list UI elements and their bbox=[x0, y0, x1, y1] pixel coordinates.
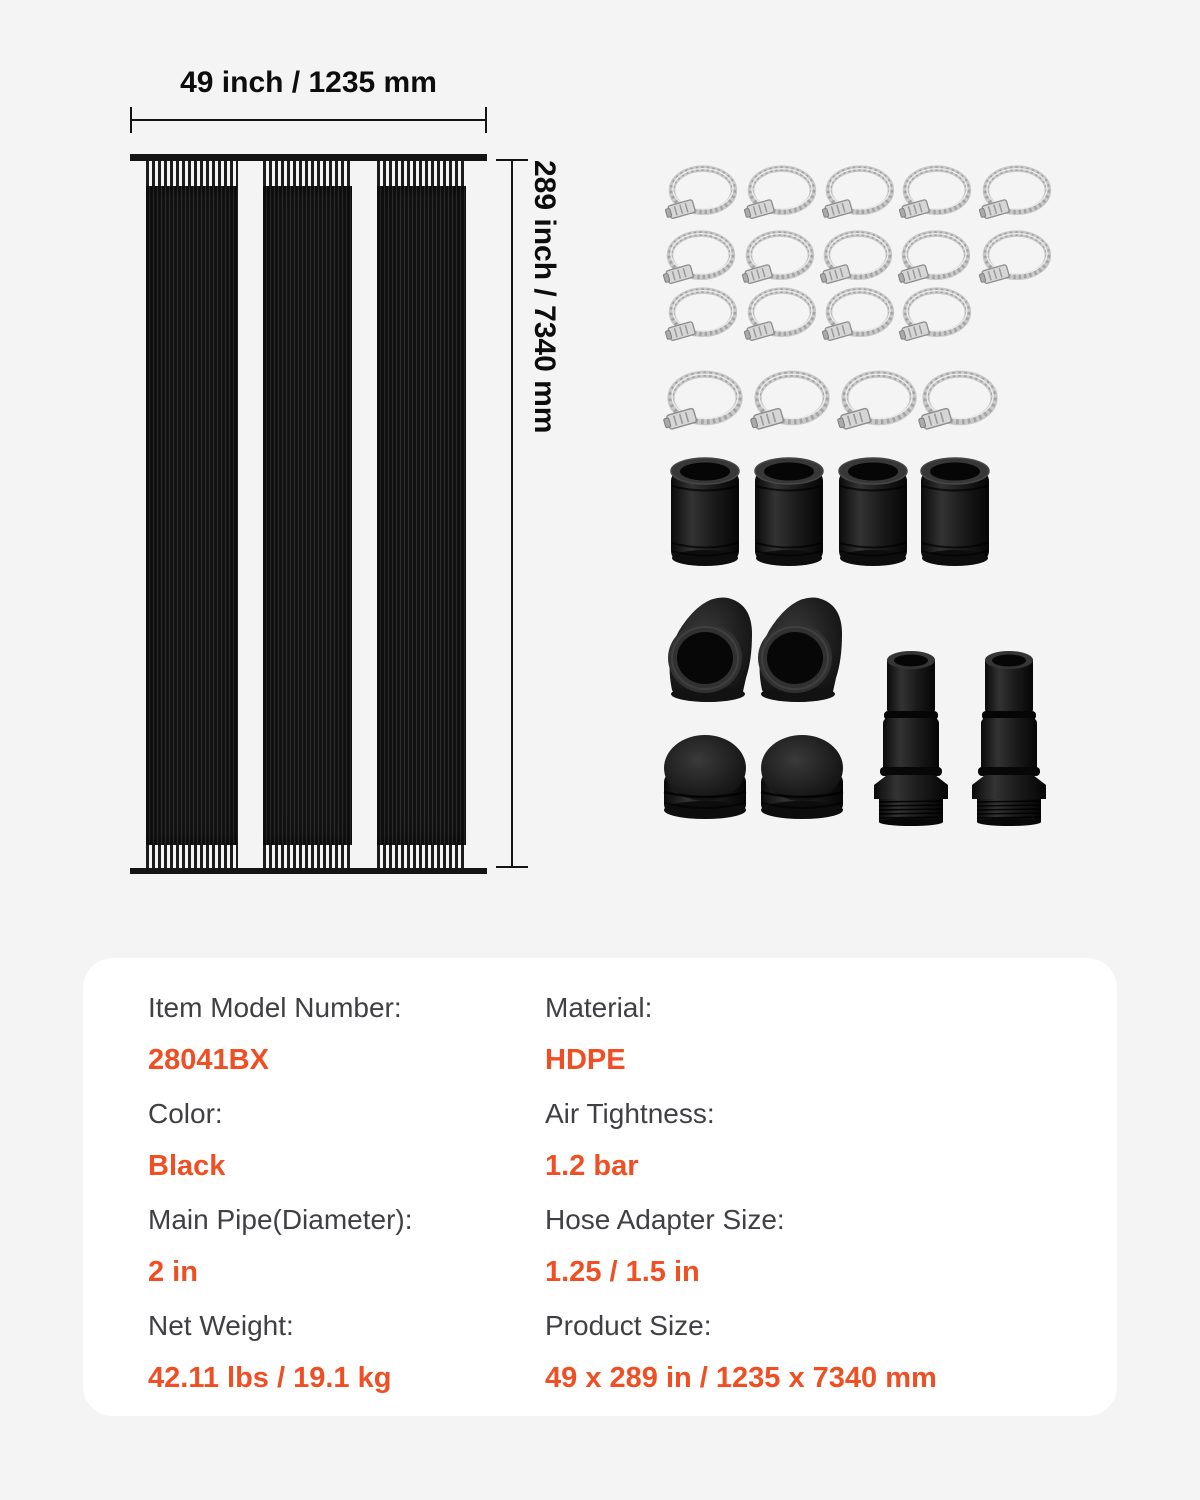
panel-3-top-tubes bbox=[377, 161, 466, 186]
hose-adapter bbox=[972, 651, 1046, 826]
panel-top-manifold bbox=[130, 154, 487, 161]
hose-clamp bbox=[819, 234, 888, 285]
spec-value: 1.25 / 1.5 in bbox=[545, 1256, 700, 1288]
hose-clamp bbox=[664, 169, 733, 220]
height-dimension-line bbox=[511, 160, 513, 868]
height-dimension-cap-bottom bbox=[496, 866, 528, 868]
hose-clamp bbox=[741, 234, 810, 285]
rubber-coupler bbox=[755, 458, 823, 566]
hose-clamp bbox=[897, 234, 966, 285]
rubber-coupler bbox=[839, 458, 907, 566]
panel-1-bottom-tubes bbox=[146, 845, 238, 870]
width-dimension-tick-left bbox=[130, 107, 132, 133]
panel-1-top-tubes bbox=[146, 161, 238, 186]
panel-bottom-manifold bbox=[130, 868, 487, 874]
elbow-connector bbox=[758, 598, 842, 702]
spec-value: HDPE bbox=[545, 1044, 626, 1076]
hose-clamp bbox=[898, 291, 967, 342]
hose-clamp bbox=[750, 374, 826, 430]
spec-air-tightness bbox=[545, 1100, 1077, 1181]
elbow-connector bbox=[668, 598, 752, 702]
spec-value: 1.2 bar bbox=[545, 1150, 639, 1182]
spec-label: Color: bbox=[148, 1098, 223, 1129]
rubber-coupler bbox=[671, 458, 739, 566]
hose-clamp bbox=[662, 234, 731, 285]
width-dimension-label: 49 inch / 1235 mm bbox=[180, 66, 437, 99]
width-dimension-tick-right bbox=[485, 107, 487, 133]
panel-2-top-tubes bbox=[263, 161, 352, 186]
spec-main-pipe-diameter bbox=[148, 1206, 545, 1287]
spec-material bbox=[545, 994, 1077, 1075]
panel-3-bottom-tubes bbox=[377, 845, 466, 870]
hose-clamp bbox=[821, 169, 890, 220]
solar-panel-column-3 bbox=[377, 186, 466, 845]
hose-adapter bbox=[874, 651, 948, 826]
hose-clamp bbox=[743, 169, 812, 220]
spec-net-weight bbox=[148, 1312, 545, 1393]
width-dimension-line bbox=[130, 119, 487, 121]
spec-value: 28041BX bbox=[148, 1044, 269, 1076]
spec-label: Air Tightness: bbox=[545, 1098, 715, 1129]
hose-clamp bbox=[664, 291, 733, 342]
spec-label: Main Pipe(Diameter): bbox=[148, 1204, 413, 1235]
rubber-coupler bbox=[921, 458, 989, 566]
hose-clamp bbox=[898, 169, 967, 220]
height-dimension-label: 289 inch / 7340 mm bbox=[528, 160, 561, 434]
hose-clamp bbox=[743, 291, 812, 342]
spec-card bbox=[83, 958, 1117, 1416]
spec-value: Black bbox=[148, 1150, 226, 1182]
spec-item-model-number bbox=[148, 994, 545, 1075]
hose-clamp bbox=[821, 291, 890, 342]
spec-hose-adapter-size bbox=[545, 1206, 1077, 1287]
solar-panel-column-2 bbox=[263, 186, 352, 845]
solar-panel-column-1 bbox=[146, 186, 238, 845]
panel-2-bottom-tubes bbox=[263, 845, 352, 870]
hose-clamp bbox=[663, 374, 739, 430]
spec-value: 2 in bbox=[148, 1256, 198, 1288]
spec-color bbox=[148, 1100, 545, 1181]
hose-clamp bbox=[918, 374, 994, 430]
spec-label: Hose Adapter Size: bbox=[545, 1204, 785, 1235]
end-cap bbox=[761, 735, 843, 819]
spec-label: Product Size: bbox=[545, 1310, 712, 1341]
end-cap bbox=[664, 735, 746, 819]
spec-label: Item Model Number: bbox=[148, 992, 402, 1023]
spec-label: Net Weight: bbox=[148, 1310, 294, 1341]
spec-value: 42.11 lbs / 19.1 kg bbox=[148, 1362, 392, 1394]
hose-clamp bbox=[837, 374, 913, 430]
hose-clamp bbox=[978, 169, 1047, 220]
spec-value: 49 x 289 in / 1235 x 7340 mm bbox=[545, 1362, 937, 1394]
spec-label: Material: bbox=[545, 992, 653, 1023]
spec-product-size bbox=[545, 1312, 1077, 1393]
hose-clamp bbox=[978, 234, 1047, 285]
